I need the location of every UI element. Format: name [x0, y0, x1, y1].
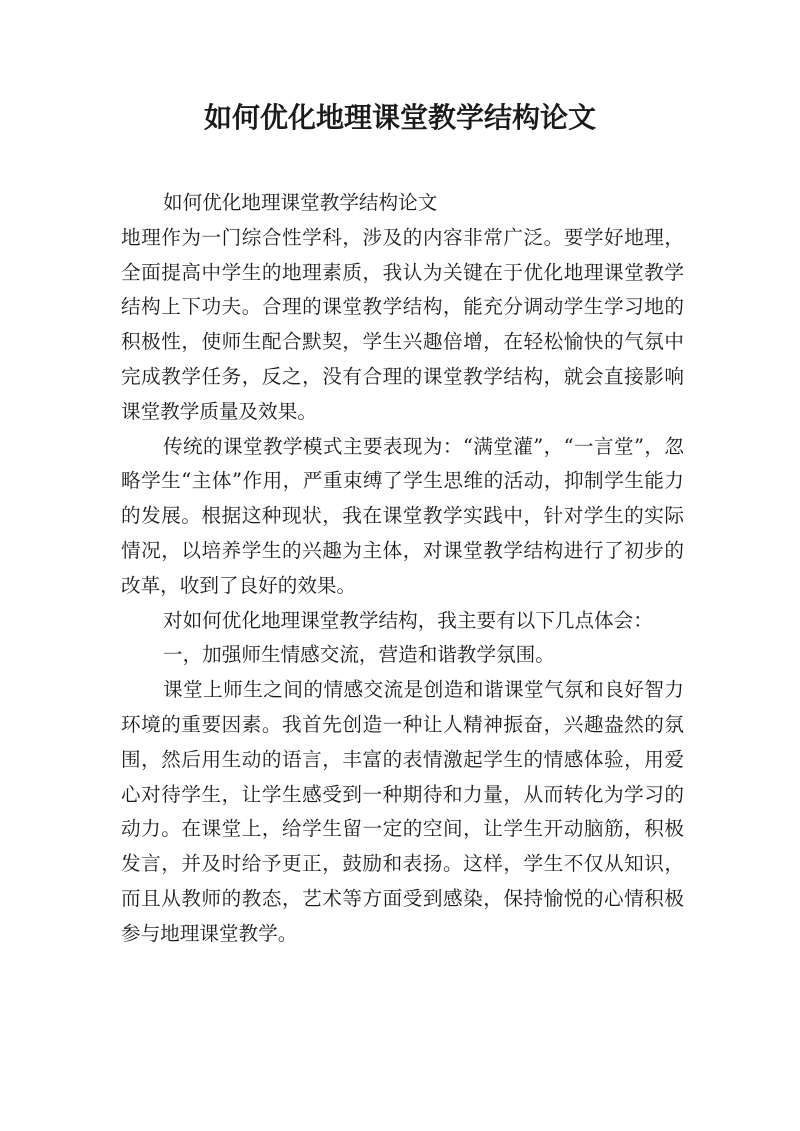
paragraph-subtitle: 如何优化地理课堂教学结构论文	[163, 191, 438, 214]
document-title: 如何优化地理课堂教学结构论文	[203, 101, 596, 134]
paragraph-heading-one: 一，加强师生情感交流，营造和谐教学氛围。	[163, 643, 555, 667]
paragraph-traditional-mode: 传统的课堂教学模式主要表现为：“满堂灌”，“一言堂”，忽略学生“主体”作用，严重束缚了学生思维的活动，抑制学生能力的发展。根据这种现状，我在课堂教学实践中，针对学生的实际情况，以培养学生的兴趣为主体，对课堂教学结构进行了初步的改革，收到了良好的效果。	[121, 434, 684, 597]
document-body	[121, 186, 684, 952]
paragraph-experience-lead: 对如何优化地理课堂教学结构，我主要有以下几点体会：	[163, 608, 653, 632]
paragraph-intro: 地理作为一门综合性学科，涉及的内容非常广泛。要学好地理，全面提高中学生的地理素质，我认为关键在于优化地理课堂教学结构上下功夫。合理的课堂教学结构，能充分调动学生学习地的积极性，使师生配合默契，学生兴趣倍增，在轻松愉快的气氛中完成教学任务，反之，没有合理的课堂教学结构，就会直接影响课堂教学质量及效果。	[121, 225, 684, 423]
paragraph-emotion-exchange: 课堂上师生之间的情感交流是创造和谐课堂气氛和良好智力环境的重要因素。我首先创造一种让人精神振奋，兴趣盎然的氛围，然后用生动的语言，丰富的表情激起学生的情感体验，用爱心对待学生，让学生感受到一种期待和力量，从而转化为学习的动力。在课堂上，给学生留一定的空间，让学生开动脑筋，积极发言，并及时给予更正，鼓励和表扬。这样，学生不仅从知识，而且从教师的教态，艺术等方面受到感染，保持愉悦的心情积极参与地理课堂教学。	[121, 678, 684, 945]
